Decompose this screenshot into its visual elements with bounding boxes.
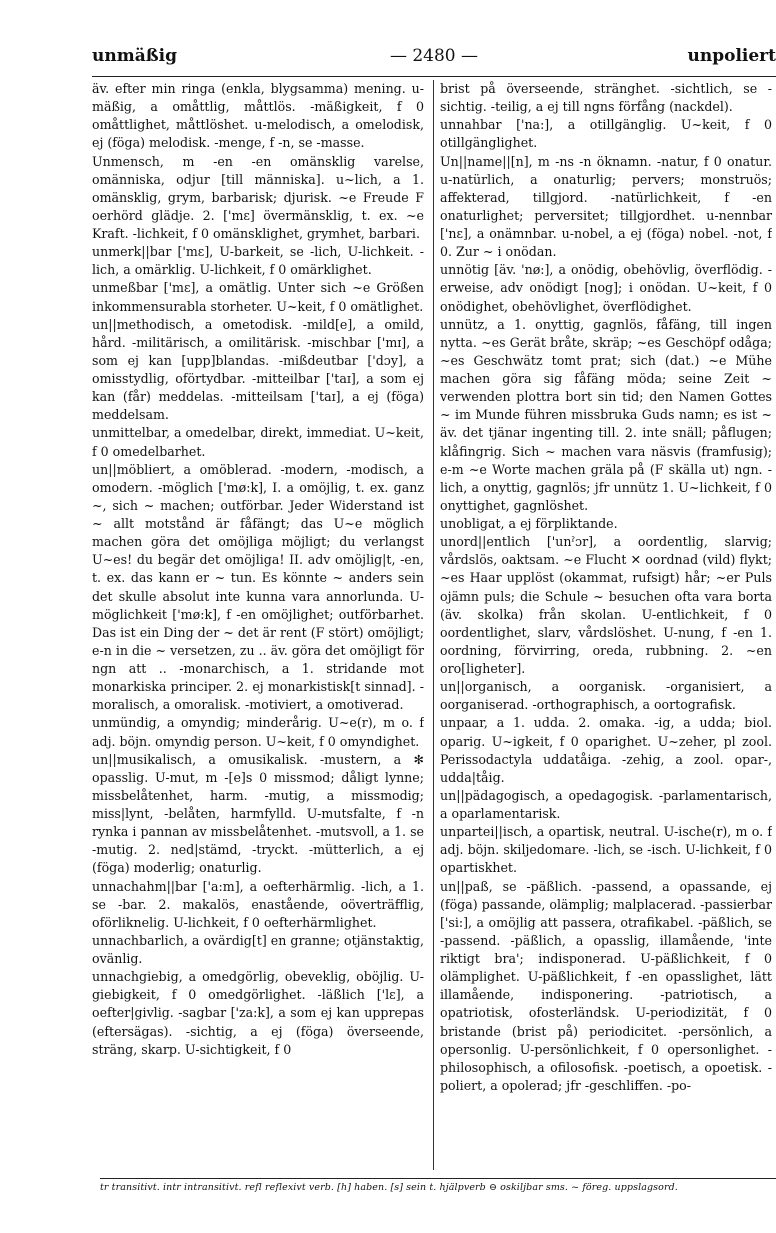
entry-paragraph: un||methodisch, a ometodisk. -mild[e], a omild, hård. -militärisch, a omilitärisk. -mischbar ['mɪ], a som ej kan [upp]blandas. -mißdeutbar ['dɔy], a omisstydlig, oförtydbar. -mitteilbar ['taɪ], a som ej kan (får) meddelas. -mitteilsam ['taɪ], a ej (föga) meddelsam. [92, 316, 424, 423]
entry-paragraph: un||pädagogisch, a opedagogisk. -parlamentarisch, a oparlamentarisk. [440, 787, 772, 821]
page-number: — 2480 — [389, 46, 479, 66]
entry-paragraph: unpaar, a 1. udda. 2. omaka. -ig, a udda; biol. oparig. U~igkeit, f 0 oparighet. U~zeher, pl zool. Perissodactyla uddatåiga. -zehig, a zool. opar-, udda|tåig. [440, 715, 772, 785]
header-last-entry: unpoliert [687, 46, 776, 66]
entry-paragraph: Un||name||[n], m -ns -n öknamn. -natur, f 0 onatur. u-natürlich, a onaturlig; pervers; monstruös; affekterad, tillgjord. -natürlichkeit, f -en onaturlighet; perversitet; tillgjordhet. u-nennbar ['nɛ], a onämnbar. u-nobel, a ej (föga) nobel. -not, f 0. Zur ~ i onödan. [440, 153, 772, 260]
entry-paragraph: unnachbarlich, a ovärdig[t] en granne; otjänstaktig, ovänlig. [92, 932, 424, 966]
footer-rule [100, 1178, 776, 1179]
running-header [92, 46, 776, 74]
entry-paragraph: brist på överseende, stränghet. -sichtlich, se -sichtig. -teilig, a ej till ngns förfång (nackdel). [440, 81, 772, 115]
header-rule [92, 76, 776, 77]
entry-paragraph: unord||entlich ['unˀɔr], a oordentlig, slarvig; vårdslös, oaktsam. ~e Flucht ✕ oordnad (vild) flykt; ~es Haar upplöst (okammat, rufsigt) hår; ~er Puls ojämn puls; die Schule ~ besuchen ofta vara borta (äv. skolka) från skolan. U-entlichkeit, f 0 oordentlighet, slarv, vårdslöshet. U-nung, f -en 1. oordning, förvirring, oreda, rubbning. 2. ~en oro[ligheter]. [440, 534, 772, 676]
entry-paragraph: unnachahm||bar ['a:m], a oefterhärmlig. -lich, a 1. se -bar. 2. makalös, enastående, oöverträfflig, oförliknelig. U-lichkeit, f 0 oefterhärmlighet. [92, 878, 424, 930]
entry-paragraph: unmerk||bar ['mɛ], U-barkeit, se -lich, U-lichkeit. -lich, a omärklig. U-lichkeit, f 0 omärklighet. [92, 244, 424, 278]
column-divider [433, 80, 434, 1170]
right-column [440, 80, 772, 1172]
entry-paragraph: un||möbliert, a omöblerad. -modern, -modisch, a omodern. -möglich ['mø:k], I. a omöjlig, t. ex. ganz ~, sich ~ machen; outförbar. Jeder Widerstand ist ~ allt motstånd är fåfängt; das U~e möglich machen göra det omöjliga möjligt; du verlangst U~es! du begär det omöjliga! II. adv omöjlig|t, -en, t. ex. das kann er ~ tun. Es könnte ~ anders sein det skulle absolut inte kunna vara annorlunda. U-möglichkeit ['mø:k], f -en omöjlighet; outförbarhet. Das ist ein Ding der ~ det är rent (F stört) omöjligt; e-n in die ~ versetzen, zu .. äv. göra det omöjligt för ngn att .. -monarchisch, a 1. stridande mot monarkiska principer. 2. ej monarkistisk[t sinnad]. -moralisch, a omoralisk. -motiviert, a omotiverad. [92, 461, 424, 713]
entry-paragraph: unnötig [äv. 'nø:], a onödig, obehövlig, överflödig. -erweise, adv onödigt [nog]; i onödan. U~keit, f 0 onödighet, obehövlighet, överflödighet. [440, 262, 772, 314]
entry-paragraph: un||organisch, a oorganisk. -organisiert, a oorganiserad. -orthographisch, a oortografisk. [440, 679, 772, 713]
entry-paragraph: äv. efter min ringa (enkla, blygsamma) mening. u-mäßig, a omåttlig, måttlös. -mäßigkeit, f 0 omåttlighet, måttlöshet. u-melodisch, a omelodisk, ej (föga) melodisk. -menge, f -n, se -masse. [92, 81, 424, 151]
entry-paragraph: unobligat, a ej förpliktande. [440, 516, 618, 531]
entry-paragraph: unnütz, a 1. onyttig, gagnlös, fåfäng, till ingen nytta. ~es Gerät bråte, skräp; ~es Geschöpf odåga; ~es Geschwätz tomt prat; sich (dat.) ~e Mühe machen göra sig fåfäng möda; seine Zeit ~ verwenden plottra bort sin tid; den Namen Gottes ~ im Munde führen missbruka Guds namn; es ist ~ äv. det tjänar ingenting till. 2. inte snäll; påflugen; klåfingrig. Sich ~ machen vara näsvis (framfusig); e-m ~e Worte machen gräla på (F skälla ut) ngn. -lich, a onyttig, gagnlös; jfr unnütz 1. U~lichkeit, f 0 onyttighet, gagnlöshet. [440, 316, 772, 513]
entry-paragraph: unmeßbar ['mɛ], a omätlig. Unter sich ~e Größen inkommensurabla storheter. U~keit, f 0 omätlighet. [92, 280, 424, 314]
entry-paragraph: unmündig, a omyndig; minderårig. U~e(r), m o. f adj. böjn. omyndig person. U~keit, f 0 omyndighet. [92, 715, 424, 749]
header-first-entry: unmäßig [92, 46, 177, 66]
entry-paragraph: unmittelbar, a omedelbar, direkt, immediat. U~keit, f 0 omedelbarhet. [92, 425, 424, 459]
entry-paragraph: Unmensch, m -en -en omänsklig varelse, omänniska, odjur [till människa]. u~lich, a 1. omänsklig, grym, barbarisk; djurisk. ~e Freude F oerhörd glädje. 2. ['mɛ] övermänsklig, t. ex. ~e Kraft. -lichkeit, f 0 omänsklighet, grymhet, barbari. [92, 153, 424, 241]
entry-paragraph: unnachgiebig, a omedgörlig, obeveklig, oböjlig. U-giebigkeit, f 0 omedgörlighet. -läßlich ['lɛ], a oefter|givlig. -sagbar ['za:k], a som ej kan upprepas (eftersägas). -sichtig, a ej (föga) överseende, sträng, skarp. U-sichtigkeit, f 0 [92, 969, 424, 1057]
entry-paragraph: unpartei||isch, a opartisk, neutral. U-ische(r), m o. f adj. böjn. skiljedomare. -lich, se -isch. U-lichkeit, f 0 opartiskhet. [440, 824, 772, 876]
entry-paragraph: un||paß, se -päßlich. -passend, a opassande, ej (föga) passande, olämplig; malplacerad. -passierbar ['si:], a omöjlig att passera, otrafikabel. -päßlich, se -passend. -päßlich, a opasslig, illamående, 'inte riktigt bra'; indisponerad. U-päßlichkeit, f 0 olämplighet. U-päßlichkeit, f -en opasslighet, lätt illamående, indisponering. -patriotisch, a opatriotisk, ofosterländsk. U-periodizität, f 0 bristande (brist på) periodicitet. -persönlich, a opersonlig. U-persönlichkeit, f 0 opersonlighet. -philosophisch, a ofilosofisk. -poetisch, a opoetisk. -poliert, a opolerad; jfr -geschliffen. -po- [440, 878, 772, 1093]
left-column [92, 80, 424, 1172]
entry-paragraph: un||musikalisch, a omusikalisk. -mustern, a ✻ opasslig. U-mut, m -[e]s 0 missmod; dåligt lynne; missbelåtenhet, harm. -mutig, a missmodig; miss|lynt, -belåten, harmfylld. U-mutsfalte, f -n rynka i pannan av missbelåtenhet. -mutsvoll, a 1. se -mutig. 2. ned|stämd, -tryckt. -mütterlich, a ej (föga) moderlig; onaturlig. [92, 751, 424, 876]
entry-paragraph: unnahbar ['na:], a otillgänglig. U~keit, f 0 otillgänglighet. [440, 117, 772, 151]
abbreviation-key: tr transitivt. intr intransitivt. refl reflexivt verb. [h] haben. [s] sein t. hjälpverb ⊖ oskiljbar sms. ~ föreg. uppslagsord. [100, 1182, 678, 1193]
